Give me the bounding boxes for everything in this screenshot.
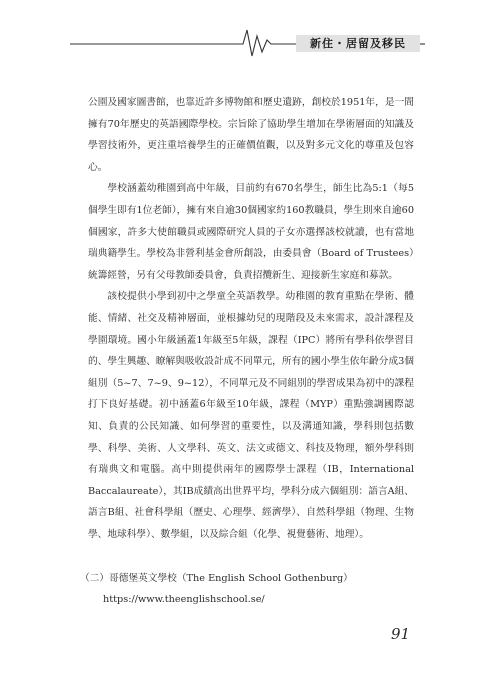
main-body-text (88, 92, 414, 545)
page-number: 91 (391, 625, 411, 643)
paragraph-3: 該校提供小學到初中之學童全英語教學。幼稚園的教育重點在學術、體能、情緒、社交及精神層面，並根據幼兒的現階段及未來需求，設計課程及學園環境。國小年級涵蓋1年級至5年級，課程（IPC）將所有學科依學習目的、學生興趣、瞭解與吸收設計成不同單元，所有的國小學生依年齡分成3個組別（5~7、7~9、9~12），不同單元及不同組別的學習成果為初中的課程打下良好基礎。初中涵蓋6年級至10年級，課程（MYP）重點強調國際認知、負責的公民知識、如何學習的重要性，以及溝通知識，學科則包括數學、科學、美術、人文學科、英文、法文或德文、科技及物理，額外學科則有瑞典文和電腦。高中則提供兩年的國際學士課程（IB，International Baccalaureate），其IB成績高出世界平均，學科分成六個組別：語言A組、語言B組、社會科學組（歷史、心理學、經濟學）、自然科學組（物理、生物學、地球科學）、數學組，以及綜合組（化學、視覺藝術、地理）。 (88, 291, 414, 540)
page-header (0, 0, 480, 70)
paragraph-1: 公園及國家圖書館，也靠近許多博物館和歷史遺跡，創校於1951年，是一間擁有70年歷史的英語國際學校。宗旨除了協助學生增加在學術層面的知識及學習技術外，更注重培養學生的正確價值觀，以及對多元文化的尊重及包容心。 (88, 97, 414, 173)
school-url-link[interactable]: https://www.theenglishschool.se/ (103, 594, 265, 605)
running-head-title: 新住・居留及移民 (296, 35, 420, 52)
paragraph-2: 學校涵蓋幼稚園到高中年級，目前約有670名學生，師生比為5:1（每5個學生即有1位老師），擁有來自逾30個國家約160教職員，學生則來自逾60個國家，許多大使館職員或國際研究人員的子女亦選擇該校就讀，也有當地瑞典籍學生。學校為非營利基金會所創設，由委員會（Board of Trustees）統籌經營，另有父母教師委員會，負責招攬新生、迎接新生家庭和募款。 (88, 183, 414, 281)
section-subheading: （二）哥德堡英文學校（The English School Gothenburg） (80, 573, 353, 584)
